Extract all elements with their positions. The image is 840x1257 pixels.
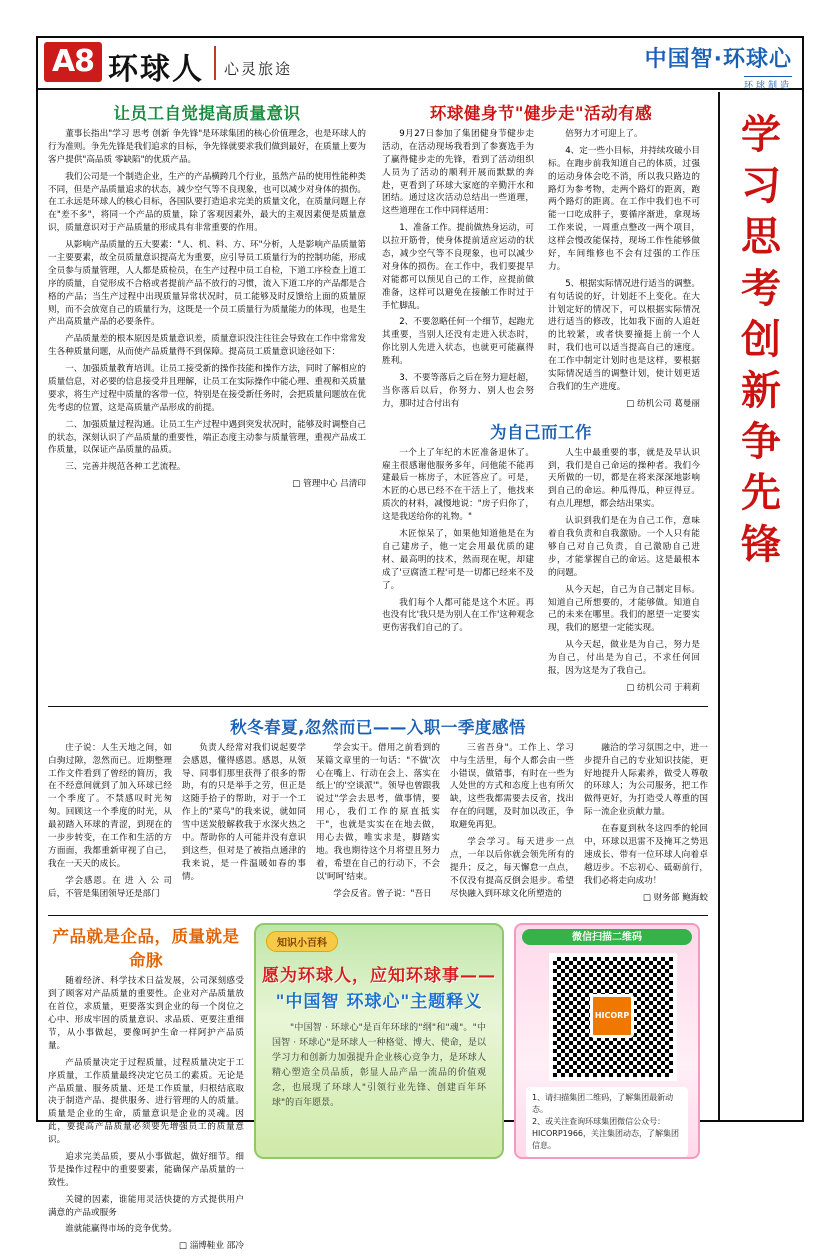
article-3-para-4: 认识到我们是在为自己工作，意味着自我负责和自我激励。一个人只有能够自己对自己负责，自己激励自己进步，才能掌握自己的命运。这是最根本的问题。	[548, 516, 700, 578]
article-3-title: 为自己而工作	[490, 422, 592, 442]
qr-logo: HICORP	[590, 994, 634, 1038]
article-5-byline: □ 淄博鞋业 邵冷	[178, 1241, 244, 1252]
section-divider-2	[48, 915, 708, 916]
top-region	[48, 100, 708, 699]
vertical-slogan-banner	[718, 92, 802, 1120]
slogan-char-7: 先	[741, 470, 781, 517]
article-4-para-8: 在春夏到秋冬这四季的轮回中，环球以迅雷不及掩耳之势迅速成长、带有一位环球人向着卓越迈步。不忘初心、砥砺前行，我们必将走向成功！	[584, 824, 708, 886]
article-3-byline: □ 纺机公司 于莉莉	[626, 682, 700, 693]
article-2-byline: □ 纺机公司 葛曼丽	[626, 398, 700, 409]
article-4-columns	[48, 742, 708, 909]
article-5-title: 产品就是企品，质量就是命脉	[52, 927, 240, 971]
article-2-para-2: 2、不要忽略任何一个细节，起跑尤其重要，当别人还没有走进入状态时，你比别人先进入状态，也就更可能赢得胜利。	[382, 317, 534, 367]
slogan-char-0: 学	[741, 112, 781, 158]
article-3-para-6: 从今天起，做业是为自己，努力是为自己，付出是为自己，不求任何回报，因为这是为了我自己。	[548, 640, 700, 676]
article-1-para-0: 董事长指出"学习 思考 创新 争先锋"是环球集团的核心价值理念，也是环球人的行为准则。争先先锋是我们追求的目标，争先锋就要求我们做到最好，在质量上要为客户提供"高品质 零缺陷"的优质产品。	[48, 129, 366, 165]
article-4-para-7: 融洽的学习氛围之中，进一步提升自己的专业知识技能，更好地提升人际素养，做受人尊敬的环球人；为公司服务，把工作做得更好，为打造受人尊重的国际一流企业贡献力量。	[584, 742, 708, 818]
article-1-para-4: 一、加强质量教育培训。让员工接受新的操作技能和操作方法，同时了解相应的质量信息，对必要的信息接受并且理解，让员工在实际操作中能心理、重视和关质量要求，将生产过程中质量的客带一位，特别是在接受新任务时，会把质量问题放在优先考虑的位置，这是高质量产品形成的前提。	[48, 364, 366, 413]
masthead-title: 环球人	[108, 52, 204, 87]
knowledge-headline-2: "中国智 环球心"主题释义	[275, 992, 483, 1013]
slogan-char-4: 创	[741, 316, 781, 363]
infographic-panel	[254, 923, 504, 1257]
slogan-char-1: 习	[741, 163, 781, 210]
qr-note-1: 1、请扫描集团二维码，了解集团最新动态。	[532, 1093, 674, 1115]
article-1-para-3: 产品质量差的根本原因是质量意识差，质量意识没注往往会导致在工作中常常发生各种质量问题，从而使产品质量得不到保障。提高员工质量意识途径如下：	[48, 334, 366, 358]
slogan-char-5: 新	[741, 367, 781, 414]
article-fitness-walk	[382, 100, 700, 699]
article-4-byline: □ 财务部 鲍海蛟	[642, 892, 708, 903]
article-2-col-left	[382, 128, 534, 415]
article-1-para-5: 二、加强质量过程沟通。让员工生产过程中遇到突发状况时，能够及时调整自己的状态，深刻认识了产品质量的重要性，端正态度主动参与质量管理，重视产品成工作质量，以保证产品质量的品质。	[48, 419, 366, 456]
article-1-byline: □ 管理中心 吕清印	[292, 479, 366, 490]
wechat-header-text: 微信扫描二维码	[572, 932, 642, 944]
article-5-para-0: 随着经济、科学技术日益发展，公司深刻感受到了顾客对产品质量的重要性。企业对产品质量放在首位，求质量，更要落实到企业的每一个岗位之心中、形成牢固的质量意识、求品质、更要注重细节，从小事做起，要像呵护生命一样阿护产品质量。	[48, 976, 244, 1051]
article-4-col-2	[182, 742, 306, 909]
page-number-badge	[44, 42, 102, 82]
article-4-para-2: 负责人经常对我们说起要学会感恩，懂得感恩。感恩，从领导、同事们那里获得了很多的帮助，有的只是举手之劳，但正是这随手拾子的帮助，对于一个工作上的"菜鸟"的我来说，就如同雪中送炭般解救我于水深火热之中。帮助你的人可能并没有意识到这些，但对是了被指点通津的我来说，是一件温暖如春的事情。	[182, 742, 306, 882]
slogan-char-2: 思	[741, 214, 781, 261]
masthead-divider	[214, 46, 216, 80]
article-5-para-2: 追求完美品质，要从小事做起，做好细节。细节是操作过程中的重要要素，能确保产品质量的一致性。	[48, 1152, 244, 1188]
article-2-columns	[382, 128, 700, 415]
article-product-quality	[48, 923, 244, 1257]
brand-sub: 环球制造	[744, 76, 792, 91]
knowledge-badge: 知识小百科	[266, 931, 338, 952]
slogan-char-3: 考	[741, 265, 781, 312]
article-1-para-1: 我们公司是一个制造企业，生产的产品横跨几个行业，虽然产品的使用性能种类不同，但是产品质量追求的状态，减少空气等不良现象，也可以减少对身体的损伤。在工永远是环球人的核心目标，各国队要打造追求完美的质量文化，在质量问题上存在"差不多"，将同一个产品的质量，除了客观因素外，最大的主观因素便是质量意识，质量意识对于产品质量的形成具有非常重要的作用。	[48, 171, 366, 234]
article-4-para-0: 庄子说：人生天地之间，如白驹过隙，忽然而已。近期整理工作文件看到了曾经的简历，我在不经意间就到了加入环球已经一个季度了。不禁感叹时光匆匆。回顾这一个季度的时光，从最初踏入环球的青涩，到现在的一步步转变，在工作和生活的方方面面，我都重新审视了自己，我在一天天的成长。	[48, 742, 172, 869]
article-2-para-1: 1、准备工作。提前做热身运动，可以拉开筋骨，使身体提前适应运动的状态，减少空气等不良现象，也可以减少对身体的损伤。在工作中，我们要提早对能都可以预见自己的工作，应提前做准备，这样可以避免在接触工作时过于手忙脚乱。	[382, 223, 534, 311]
article-2-para-5: 4、定一些小目标，并持续攻破小目标。在跑步前我知道自己的体质，过强的运动身体会吃不消，所以我只路边的路灯为参考物，走两个路灯的距离，跑两个路灯的距离。在工作中我们也不可能一口吃成胖子，要循序渐进，拿现场工作来说，一周重点整改一两个项目，这样会慢改能保持，现场工作性能够做好，车间维修也不会有过强的工作压力。	[548, 145, 700, 272]
article-2-title: 环球健身节"健步走"活动有感	[429, 104, 653, 123]
article-3-para-5: 从今天起，自己为自己制定目标。知道自己所想要的，才能够做。知道自己的未来在哪里。我们的愿望一定要实现，我们的愿望一定能实现。	[548, 584, 700, 634]
knowledge-box	[254, 923, 504, 1159]
brand-main: 中国智·环球心	[644, 47, 792, 72]
qr-note-2: 2、或关注查询环球集团微信公众号：HICORP1966，关注集团动态，了解集团信息。	[532, 1117, 679, 1151]
article-4-title: 秋冬春夏,忽然而已——入职一季度感悟	[230, 717, 526, 737]
article-2-para-3: 3、不要等落后之后在努力迎赶超，当你落后以后，你努力、别人也会努力，那时过合付出有	[382, 373, 534, 409]
qr-panel	[514, 923, 700, 1257]
article-4-para-1: 学会感恩。在 进 入 公 司后，不管是集团领导还是部门	[48, 875, 172, 899]
article-2-para-0: 9月27日参加了集团健身节健步走活动，在活动现场我看到了参赛选手为了赢得健步走的先锋，看到了活动组织人员为了活动的顺利开展而默默的奔赴，更看到了环球大家庭的辛勤汗水和团结。通过这次活动总结出一些道理，这些道理在工作中同样适用：	[382, 129, 534, 217]
article-1-para-2: 从影响产品质量的五大要素："人、机、料、方、环"分析，人是影响产品质量第一主要要素，故全员质量意识提高尤为重要，应引导员工质量行为的控制功能，形成全员参与质量管理，人人都是质检员，在生产过程中员工自检，下道工序检查上道工序的质量，自觉形成不合格或者提前产品不放行的习惯，流入下道工序的产品都是合格的产品；当生产过程中出现质量异常状况时，员工能够及时反馈给上面的质量原则，而不会放宽自己的质量行为，这既是一个员工质量行为质量能力的体现，也是生产出高质量产品的必要条件。	[48, 240, 366, 328]
slogan-char-6: 争	[741, 419, 781, 466]
page-number: A8	[51, 44, 95, 79]
article-quality-awareness	[48, 100, 366, 699]
article-4-para-4: 学会反省。曾子说："吾日	[333, 888, 432, 899]
article-4-col-4	[450, 742, 574, 909]
article-3-para-0: 一个上了年纪的木匠准备退休了。雇主很感谢他服务多年，问他能不能再建最后一栋房子，木匠答应了。可是，木匠的心思已经不在干活上了，他找来质次的材料，减慢地说："房子归你了，这是我送给你的礼物。"	[382, 447, 534, 523]
article-4-para-5: 三省吾身"。工作上、学习中与生活里，每个人都会由一些小错误，做错事，有时在一些为人处世的方式和态度上也有所欠缺，这些我都需要去反省，找出存在的问题，及时加以改正，争取避免再犯。	[450, 742, 574, 831]
article-4-col-1	[48, 742, 172, 909]
knowledge-body: "中国智 · 环球心"是百年环球的"纲"和"魂"。"中国智 · 环球心"是环球人一种格觉、博大、使命，是以学习力和创新力加强提升企业核心竞争力，是环球人精心塑造全员品质，彰显人品产品一流品的价值观念，也展现了环球人"引领行业先锋、创建百年环球"的百年愿景。	[272, 1023, 486, 1108]
article-5-para-1: 产品质量决定于过程质量，过程质量决定于工序质量，工作质量最终决定它员工的素质。无论是产品质量、服务质量、还是工作质量，归根结底取决于制造产品、提供服务、进行管理的人的质量。质量是企业的生命，质量意识是企业的灵魂。因此，要提高产品质量必须要先增强员工的质量意识。	[48, 1057, 244, 1146]
article-1-para-6: 三、完善并规范各种工艺流程。	[65, 462, 186, 473]
page-body	[38, 92, 718, 1252]
slogan-char-8: 锋	[741, 521, 781, 568]
article-3-para-1: 木匠惊呆了，如果他知道他是在为自己建房子，他一定会用最优质的建材、最高明的技术，然而现在呢，却建成了'豆腐渣工程'可是一切都已经来不及了。	[382, 529, 534, 591]
article-2-para-6: 5、根据实际情况进行适当的调整。有句话说的好，计划赶不上变化。在大计划定好的情况下，可以根据实际情况进行适当的修改，比如我下面的人追赶的比较紧，或者快要撞挺上前一个人时，我们也可以适当提高自己的速度。在工作中制定计划时也是这样，要根据实际情况适当的调整计划，使计划更适合我们的生产进度。	[548, 278, 700, 392]
qr-notes	[526, 1087, 688, 1157]
article-4-col-3	[316, 742, 440, 909]
article-3-col-left	[382, 447, 534, 699]
masthead-subtitle: 心灵旅途	[224, 60, 293, 78]
article-season-reflection	[48, 714, 708, 909]
bottom-region	[48, 923, 708, 1257]
article-4-para-3: 学会实干。借用之前看到的某篇文章里的一句话："不做'次心在嘴上、行动在会上、落实在纸上'的'空谈派'"。领导也曾跟我说过"学会去思考，做事情，要用心，我们工作的原直抵实干"，也就是实实在在地去做，用心去做，唯实求是，脚踏实地。我也期待这个月将望且努力着，希望在自己的行动下，不会以'呵呵'结束。	[316, 742, 440, 882]
article-3-col-right	[548, 447, 700, 699]
article-2-col-right	[548, 128, 700, 415]
article-5-para-4: 谁就能赢得市场的竞争优势。	[65, 1224, 177, 1235]
knowledge-headline-1: 愿为环球人，应知环球事——	[262, 966, 496, 987]
article-4-col-5	[584, 742, 708, 909]
article-3-para-3: 人生中最重要的事，就是及早认识到，我们是自己命运的操种者。我们今天所做的一切，都是在将来深深地影响到自己的命运。种瓜得瓜，种豆得豆。有点儿理想，都会结出果实。	[548, 447, 700, 510]
brand-logo	[645, 42, 792, 92]
article-3-columns	[382, 447, 700, 699]
section-divider-1	[48, 706, 708, 707]
article-3-para-2: 我们每个人都可能是这个木匠。再也没有比'我只是为别人在工作'这种观念更伤害我们自己的了。	[382, 597, 534, 634]
article-2-para-4: 倍努力才可迎上了。	[565, 129, 643, 139]
wechat-qr-box	[514, 923, 700, 1159]
masthead	[38, 38, 802, 90]
article-1-title: 让员工自觉提高质量意识	[113, 104, 301, 123]
article-4-para-6: 学会学习。每天进步一点点，一年以后你就会领先所有的提升；反之，每天懈怠一点点，不仅没有提高反倒会退步。希望尽快融入到环球文化所塑造的	[450, 836, 574, 899]
article-5-para-3: 关键的因素，谁能用灵活快捷的方式提供用户满意的产品或服务	[48, 1194, 244, 1218]
